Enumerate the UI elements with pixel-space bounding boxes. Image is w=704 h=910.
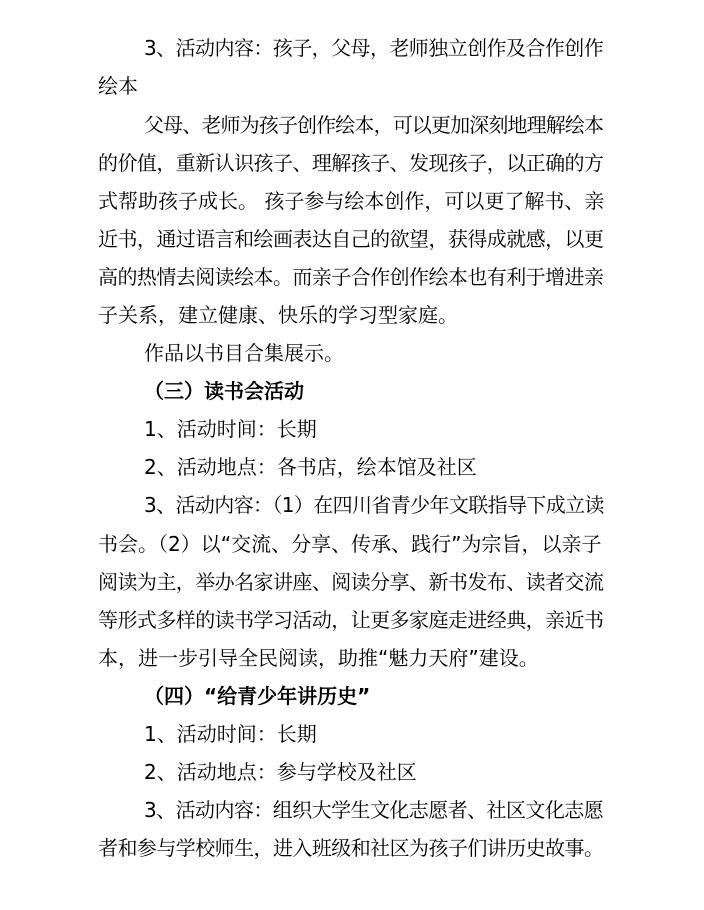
text-line: 阅读为主，举办名家讲座、阅读分享、新书发布、读者交流 [98, 570, 604, 594]
text-line: 高的热情去阅读绘本。而亲子合作创作绘本也有利于增进亲 [98, 265, 604, 289]
text-line: 1、活动时间：长期 [144, 417, 317, 441]
text-line: 3、活动内容：孩子，父母，老师独立创作及合作创作 [144, 36, 604, 60]
text-line: 1、活动时间：长期 [144, 722, 317, 746]
text-line: 书会。（2）以“交流、分享、传承、践行”为宗旨，以亲子 [98, 532, 602, 556]
text-line: 等形式多样的读书学习活动，让更多家庭走进经典，亲近书 [98, 608, 604, 632]
section-heading: （四）“给青少年讲历史” [144, 684, 371, 708]
text-line: 式帮助孩子成长。 孩子参与绘本创作，可以更了解书、亲 [98, 189, 605, 213]
text-line: 父母、老师为孩子创作绘本，可以更加深刻地理解绘本 [144, 113, 604, 137]
text-line: 者和参与学校师生，进入班级和社区为孩子们讲历史故事。 [98, 836, 604, 860]
text-line: 近书，通过语言和绘画表达自己的欲望，获得成就感，以更 [98, 227, 604, 251]
text-line: 子关系，建立健康、快乐的学习型家庭。 [98, 303, 458, 327]
text-line: 绘本 [98, 74, 138, 98]
text-line: 2、活动地点：参与学校及社区 [144, 760, 417, 784]
text-line: 2、活动地点：各书店，绘本馆及社区 [144, 455, 477, 479]
text-line: 本，进一步引导全民阅读，助推“魅力天府”建设。 [98, 646, 539, 670]
text-line: 的价值，重新认识孩子、理解孩子、发现孩子，以正确的方 [98, 151, 604, 175]
text-line: 作品以书目合集展示。 [144, 341, 344, 365]
text-line: 3、活动内容：组织大学生文化志愿者、社区文化志愿 [144, 798, 604, 822]
section-heading: （三）读书会活动 [144, 379, 304, 403]
text-line: 3、活动内容：（1）在四川省青少年文联指导下成立读 [144, 493, 604, 517]
